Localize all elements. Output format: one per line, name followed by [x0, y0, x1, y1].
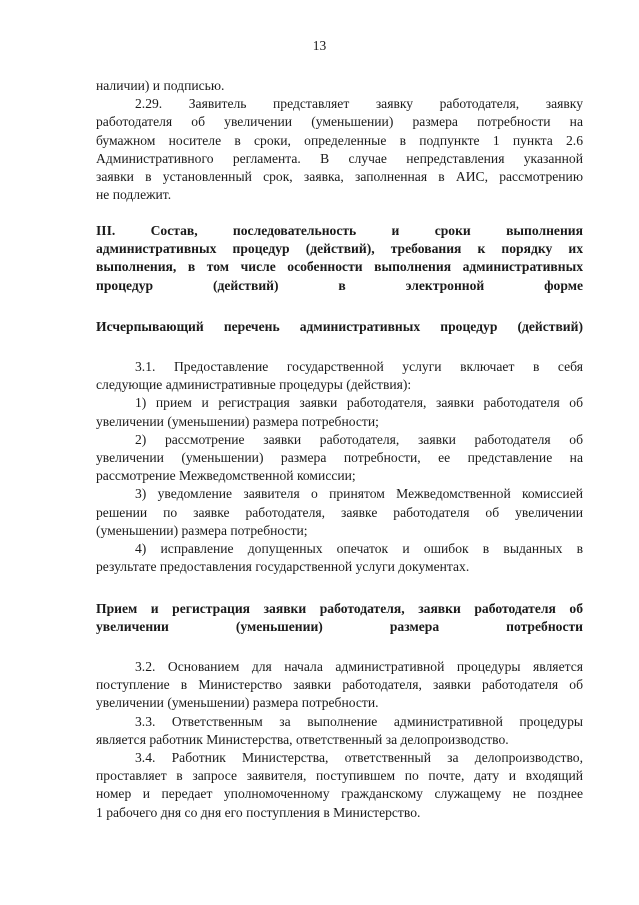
text-line: 3) уведомление заявителя о принятом Межведомственной комиссией: [135, 486, 583, 502]
text-line: (уменьшении) размера потребности;: [96, 522, 308, 538]
heading-line: административных процедур (действий), требования к порядку их: [96, 241, 583, 257]
text-line: поступление в Министерство заявки работодателя, заявки работодателя об: [96, 677, 583, 693]
text-line: заявки в установленный срок, заявка, заполненная в АИС, рассмотрению: [96, 169, 583, 185]
text-line: Административного регламента. В случае непредставления указанной: [96, 150, 583, 166]
text-line: 2) рассмотрение заявки работодателя, заявки работодателя об: [135, 431, 583, 447]
subheading-procedures-list: [96, 318, 583, 336]
text-line: проставляет в запросе заявителя, поступившем по почте, дату и входящий: [96, 768, 583, 784]
text-line: является работник Министерства, ответственный за делопроизводство.: [96, 731, 509, 747]
paragraph-2-29: [96, 77, 583, 204]
paragraphs-3-2-to-3-4: [96, 658, 583, 822]
subheading-reception: [96, 600, 583, 636]
text-line: наличии) и подписью.: [96, 78, 225, 93]
heading-line: увеличении (уменьшении) размера потребности: [96, 619, 583, 635]
text-line: следующие административные процедуры (действия):: [96, 377, 412, 393]
text-line: номер и передает уполномоченному гражданскому служащему не позднее: [96, 786, 583, 802]
heading-line: процедур (действий) в электронной форме: [96, 277, 583, 293]
text-line: решении по заявке работодателя, заявке работодателя об увеличении: [96, 504, 583, 520]
text-line: 3.2. Основанием для начала административной процедуры является: [135, 659, 583, 674]
text-line: 3.1. Предоставление государственной услуги включает в себя: [135, 359, 583, 374]
text-line: 3.4. Работник Министерства, ответственный за делопроизводство,: [135, 750, 583, 766]
text-line: работодателя об увеличении (уменьшении) размера потребности на: [96, 114, 583, 130]
text-line: увеличении (уменьшении) размера потребности, ее представление на: [96, 450, 583, 466]
text-line: 2.29. Заявитель представляет заявку работодателя, заявку: [135, 96, 583, 112]
text-line: не подлежит.: [96, 187, 172, 203]
text-line: 4) исправление допущенных опечаток и ошибок в выданных в: [135, 541, 583, 557]
text-line: 3.3. Ответственным за выполнение административной процедуры: [135, 713, 583, 729]
heading-line: Исчерпывающий перечень административных процедур (действий): [96, 319, 583, 334]
text-line: результате предоставления государственной услуги документах.: [96, 559, 470, 575]
section-heading: [96, 222, 583, 295]
text-line: увеличении (уменьшении) размера потребности.: [96, 695, 379, 711]
text-line: 1 рабочего дня со дня его поступления в Министерство.: [96, 804, 421, 820]
text-line: увеличении (уменьшении) размера потребности;: [96, 413, 379, 429]
heading-line: выполнения, в том числе особенности выполнения административных: [96, 259, 583, 275]
page-number: 13: [312, 38, 327, 53]
paragraph-3-1: [96, 358, 583, 576]
text-line: бумажном носителе в сроки, определенные в подпункте 1 пункта 2.6: [96, 132, 583, 148]
heading-line: Прием и регистрация заявки работодателя, заявки работодателя об: [96, 601, 583, 616]
heading-line: III. Состав, последовательность и сроки выполнения: [96, 223, 583, 238]
text-line: 1) прием и регистрация заявки работодателя, заявки работодателя об: [135, 395, 583, 411]
text-line: рассмотрение Межведомственной комиссии;: [96, 468, 356, 484]
